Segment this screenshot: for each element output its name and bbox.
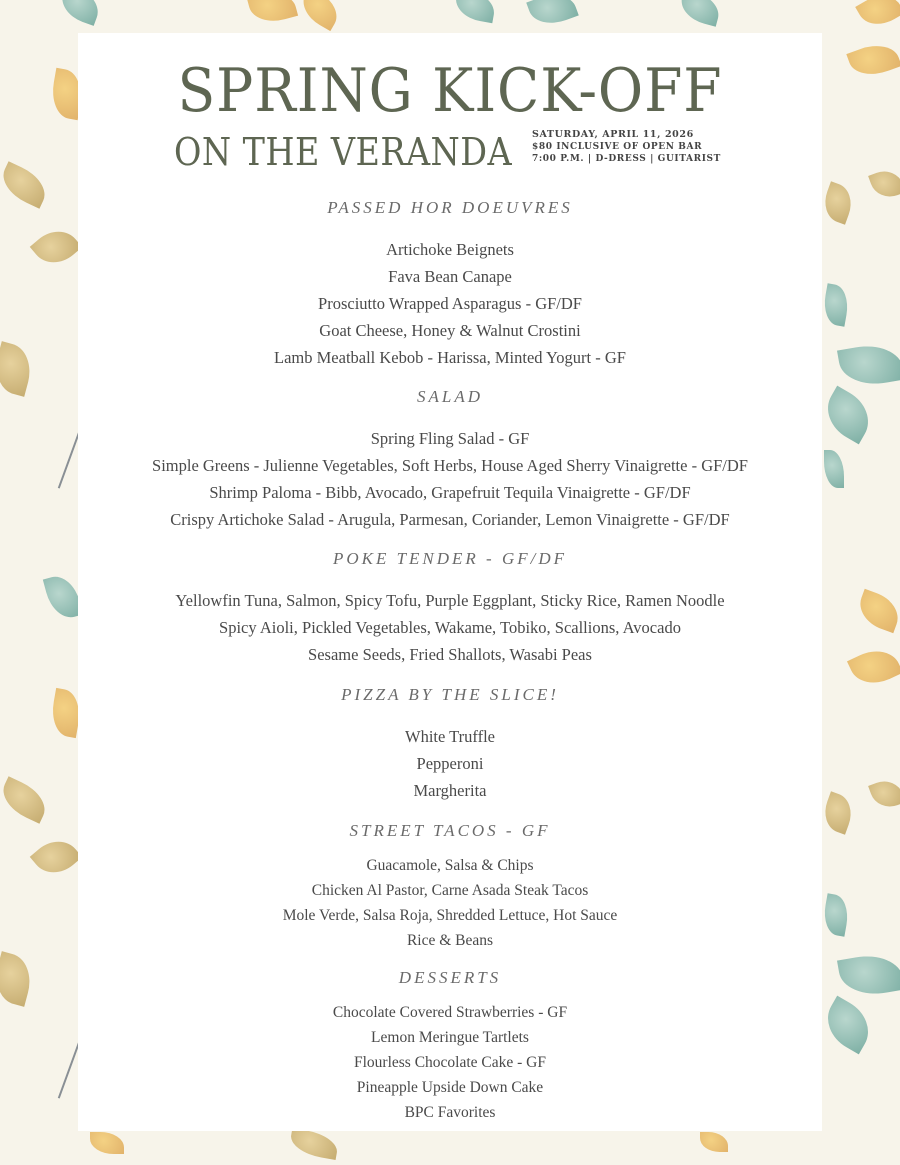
section-desserts	[78, 966, 822, 1125]
menu-item: Flourless Chocolate Cake - GF	[353, 1054, 546, 1071]
section-poke-tender	[78, 547, 822, 668]
menu-item: Spicy Aioli, Pickled Vegetables, Wakame, Tobiko, Scallions, Avocado	[219, 618, 681, 637]
event-price: $80 INCLUSIVE OF OPEN BAR	[532, 142, 703, 152]
menu-card	[78, 33, 822, 1131]
section-street-tacos	[78, 819, 822, 953]
section-salad	[78, 385, 822, 533]
menu-item: Prosciutto Wrapped Asparagus - GF/DF	[318, 294, 582, 313]
event-date: SATURDAY, APRIL 11, 2026	[532, 129, 694, 140]
menu-item: Spring Fling Salad - GF	[370, 429, 530, 448]
menu-item: Mole Verde, Salsa Roja, Shredded Lettuce, Hot Sauce	[282, 907, 618, 924]
menu-item: Shrimp Paloma - Bibb, Avocado, Grapefruit Tequila Vinaigrette - GF/DF	[209, 483, 691, 502]
menu-item: Guacamole, Salsa & Chips	[366, 857, 534, 874]
event-info	[532, 129, 721, 165]
menu-item: Sesame Seeds, Fried Shallots, Wasabi Peas	[308, 645, 592, 664]
section-heading: SALAD	[417, 387, 483, 406]
section-heading: PIZZA BY THE SLICE!	[341, 685, 559, 704]
menu-item: Pineapple Upside Down Cake	[356, 1079, 544, 1096]
section-heading: POKE TENDER - GF/DF	[332, 549, 568, 568]
menu-item: Artichoke Beignets	[386, 240, 514, 259]
menu-item: Fava Bean Canape	[388, 267, 512, 286]
menu-item: Pepperoni	[416, 754, 484, 773]
menu-item: Rice & Beans	[406, 932, 494, 949]
menu-item: Lemon Meringue Tartlets	[371, 1029, 529, 1046]
section-pizza	[78, 683, 822, 804]
event-title: SPRING KICK-OFF	[177, 56, 723, 126]
menu-item: Chocolate Covered Strawberries - GF	[332, 1004, 568, 1021]
menu-item: White Truffle	[405, 727, 495, 746]
menu-item: Chicken Al Pastor, Carne Asada Steak Tacos	[311, 882, 589, 899]
menu-item: Simple Greens - Julienne Vegetables, Soft Herbs, House Aged Sherry Vinaigrette - GF/DF	[152, 456, 748, 475]
section-heading: STREET TACOS - GF	[349, 821, 551, 840]
menu-item: BPC Favorites	[404, 1104, 496, 1121]
section-heading: DESSERTS	[398, 968, 502, 987]
menu-item: Yellowfin Tuna, Salmon, Spicy Tofu, Purple Eggplant, Sticky Rice, Ramen Noodle	[175, 591, 725, 610]
event-details: 7:00 P.M. | D-DRESS | GUITARIST	[532, 154, 721, 164]
section-heading: PASSED HOR DOEUVRES	[327, 198, 573, 217]
menu-item: Crispy Artichoke Salad - Arugula, Parmesan, Coriander, Lemon Vinaigrette - GF/DF	[170, 510, 730, 529]
event-subtitle: ON THE VERANDA	[174, 130, 513, 174]
section-passed-hors-doeuvres	[78, 196, 822, 371]
menu-item: Goat Cheese, Honey & Walnut Crostini	[319, 321, 581, 340]
menu-item: Margherita	[413, 781, 487, 800]
menu-item: Lamb Meatball Kebob - Harissa, Minted Yogurt - GF	[274, 348, 626, 367]
